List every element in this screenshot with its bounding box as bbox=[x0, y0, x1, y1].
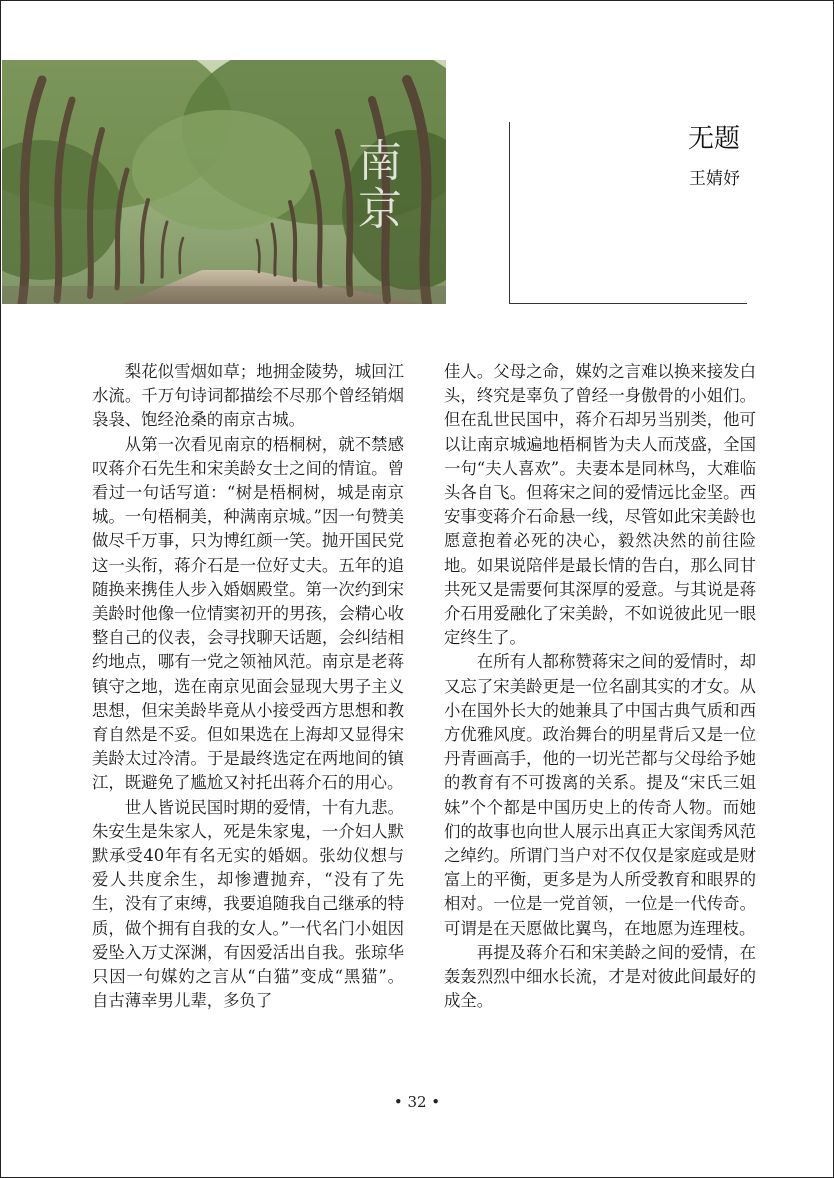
paragraph: 世人皆说民国时期的爱情，十有九悲。朱安生是朱家人，死是朱家鬼，一介妇人默默承受40年有名无实的婚姻。张幼仪想与爱人共度余生，却惨遭抛弃，“没有了先生，没有了束缚，我要追随我自己继承的特质，做个拥有自我的女人。”一代名门小姐因爱坠入万丈深渊，有因爱活出自我。张琼华只因一句媒妁之言从“白猫”变成“黑猫”。自古薄幸男儿辈，多负了 bbox=[92, 797, 404, 1011]
title-box-horizontal-rule bbox=[509, 303, 747, 304]
header-photo-tree-lined-road bbox=[2, 60, 446, 304]
title-box-vertical-rule bbox=[509, 122, 510, 304]
paragraph: 再提及蒋介石和宋美龄之间的爱情，在轰轰烈烈中细水长流，才是对彼此间最好的成全。 bbox=[444, 942, 756, 1011]
photo-overlay-title: 南京 bbox=[358, 136, 402, 235]
article-title: 无题 bbox=[687, 124, 740, 154]
article-author: 王婧妤 bbox=[689, 169, 740, 189]
paragraph: 从第一次看见南京的梧桐树，就不禁感叹蒋介石先生和宋美龄女士之间的情谊。曾看过一句话写道：“树是梧桐树，城是南京城。一句梧桐美，种满南京城。”因一句赞美做尽千万事，只为博红颜一笑。抛开国民党这一头衔，蒋介石是一位好丈夫。五年的追随换来携佳人步入婚姻殿堂。第一次约到宋美龄时他像一位情窦初开的男孩，会精心收整自己的仪表，会寻找聊天话题，会纠结相约地点，哪有一党之领袖风范。南京是老蒋镇守之地，选在南京见面会显现大男子主义思想，但宋美龄毕竟从小接受西方思想和教育自然是不妥。但如果选在上海却又显得宋美龄太过冷清。于是最终选定在两地间的镇江，既避免了尴尬又衬托出蒋介石的用心。 bbox=[92, 434, 404, 793]
paragraph: 在所有人都称赞蒋宋之间的爱情时，却又忘了宋美龄更是一位名副其实的才女。从小在国外长大的她兼具了中国古典气质和西方优雅风度。政治舞台的明星背后又是一位丹青画高手，他的一切光芒都与父母给予她的教育有不可拨离的关系。提及“宋氏三姐妹”个个都是中国历史上的传奇人物。而她们的故事也向世人展示出真正大家闺秀风范之绰约。所谓门当户对不仅仅是家庭或是财富上的平衡，更多是为人所受教育和眼界的相对。一位是一党首领，一位是一代传奇。可谓是在天愿做比翼鸟，在地愿为连理枝。 bbox=[444, 652, 756, 938]
paragraph: 梨花似雪烟如草；地拥金陵势，城回江水流。千万句诗词都描绘不尽那个曾经销烟袅袅、饱经沧桑的南京古城。 bbox=[92, 362, 404, 430]
page-number: • 32 • bbox=[393, 1093, 441, 1111]
paragraph-continuation: 佳人。父母之命，媒妁之言难以换来接发白头，终究是辜负了曾经一身傲骨的小姐们。但在乱世民国中，蒋介石却另当别类，他可以让南京城遍地梧桐皆为夫人而茂盛，全国一句“夫人喜欢”。夫妻本是同林鸟，大难临头各自飞。但蒋宋之间的爱情远比金坚。西安事变蒋介石命悬一线，尽管如此宋美龄也愿意抱着必死的决心，毅然决然的前往险地。如果说陪伴是最长情的告白，那么同甘共死又是需要何其深厚的爱意。与其说是蒋介石用爱融化了宋美龄，不如说彼此见一眼定终生了。 bbox=[444, 362, 756, 648]
text-column-right bbox=[444, 360, 756, 1013]
text-column-left bbox=[92, 360, 404, 1013]
